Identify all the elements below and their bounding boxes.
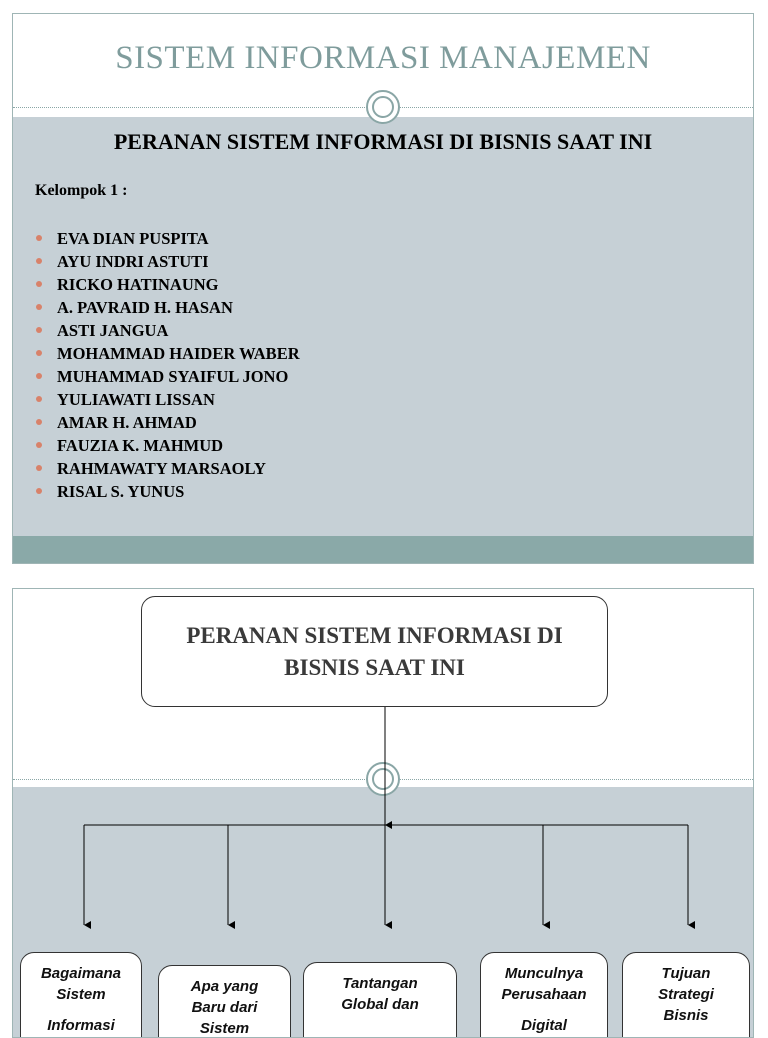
list-item: FAUZIA K. MAHMUD xyxy=(35,434,300,457)
child-box-line: Informasi xyxy=(47,1017,115,1034)
slide-1 xyxy=(12,13,754,564)
slide-2 xyxy=(12,588,754,1038)
child-box-line: Sistem xyxy=(56,986,106,1003)
list-item: MUHAMMAD SYAIFUL JONO xyxy=(35,365,300,388)
list-item: AYU INDRI ASTUTI xyxy=(35,250,300,273)
child-box-line: Global dan xyxy=(341,996,419,1013)
list-item: YULIAWATI LISSAN xyxy=(35,388,300,411)
slide-title: SISTEM INFORMASI MANAJEMEN xyxy=(115,40,651,76)
member-list xyxy=(35,227,300,503)
child-box-line: Strategi xyxy=(658,986,714,1003)
group-label: Kelompok 1 : xyxy=(35,182,128,199)
root-box-label: PERANAN SISTEM INFORMASI DI BISNIS SAAT INI xyxy=(186,622,563,680)
root-box xyxy=(141,596,608,707)
child-box-line: Tantangan xyxy=(342,975,418,992)
list-item: RISAL S. YUNUS xyxy=(35,480,300,503)
list-item: EVA DIAN PUSPITA xyxy=(35,227,300,250)
list-item: MOHAMMAD HAIDER WABER xyxy=(35,342,300,365)
child-box-line: Bisnis xyxy=(663,1007,709,1024)
child-box-3 xyxy=(303,962,457,1038)
child-box-line: Digital xyxy=(521,1017,567,1034)
child-box-line: Bagaimana xyxy=(40,965,122,982)
list-item: A. PAVRAID H. HASAN xyxy=(35,296,300,319)
child-box-line: Apa yang xyxy=(190,978,259,995)
child-box-4 xyxy=(480,952,608,1038)
child-box-2 xyxy=(158,965,291,1038)
child-box-line: Perusahaan xyxy=(501,986,587,1003)
child-box-line: Baru dari xyxy=(191,999,258,1016)
child-box-line: Munculnya xyxy=(504,965,584,982)
child-box-line: Sistem xyxy=(199,1020,250,1037)
child-box-line: Tujuan xyxy=(661,965,711,982)
ring-ornament-icon xyxy=(366,90,400,124)
list-item: RAHMAWATY MARSAOLY xyxy=(35,457,300,480)
slide-subtitle: PERANAN SISTEM INFORMASI DI BISNIS SAAT INI xyxy=(113,129,653,154)
footer-band xyxy=(13,536,753,563)
child-box-1 xyxy=(20,952,142,1038)
child-box-5 xyxy=(622,952,750,1038)
list-item: ASTI JANGUA xyxy=(35,319,300,342)
list-item: AMAR H. AHMAD xyxy=(35,411,300,434)
list-item: RICKO HATINAUNG xyxy=(35,273,300,296)
